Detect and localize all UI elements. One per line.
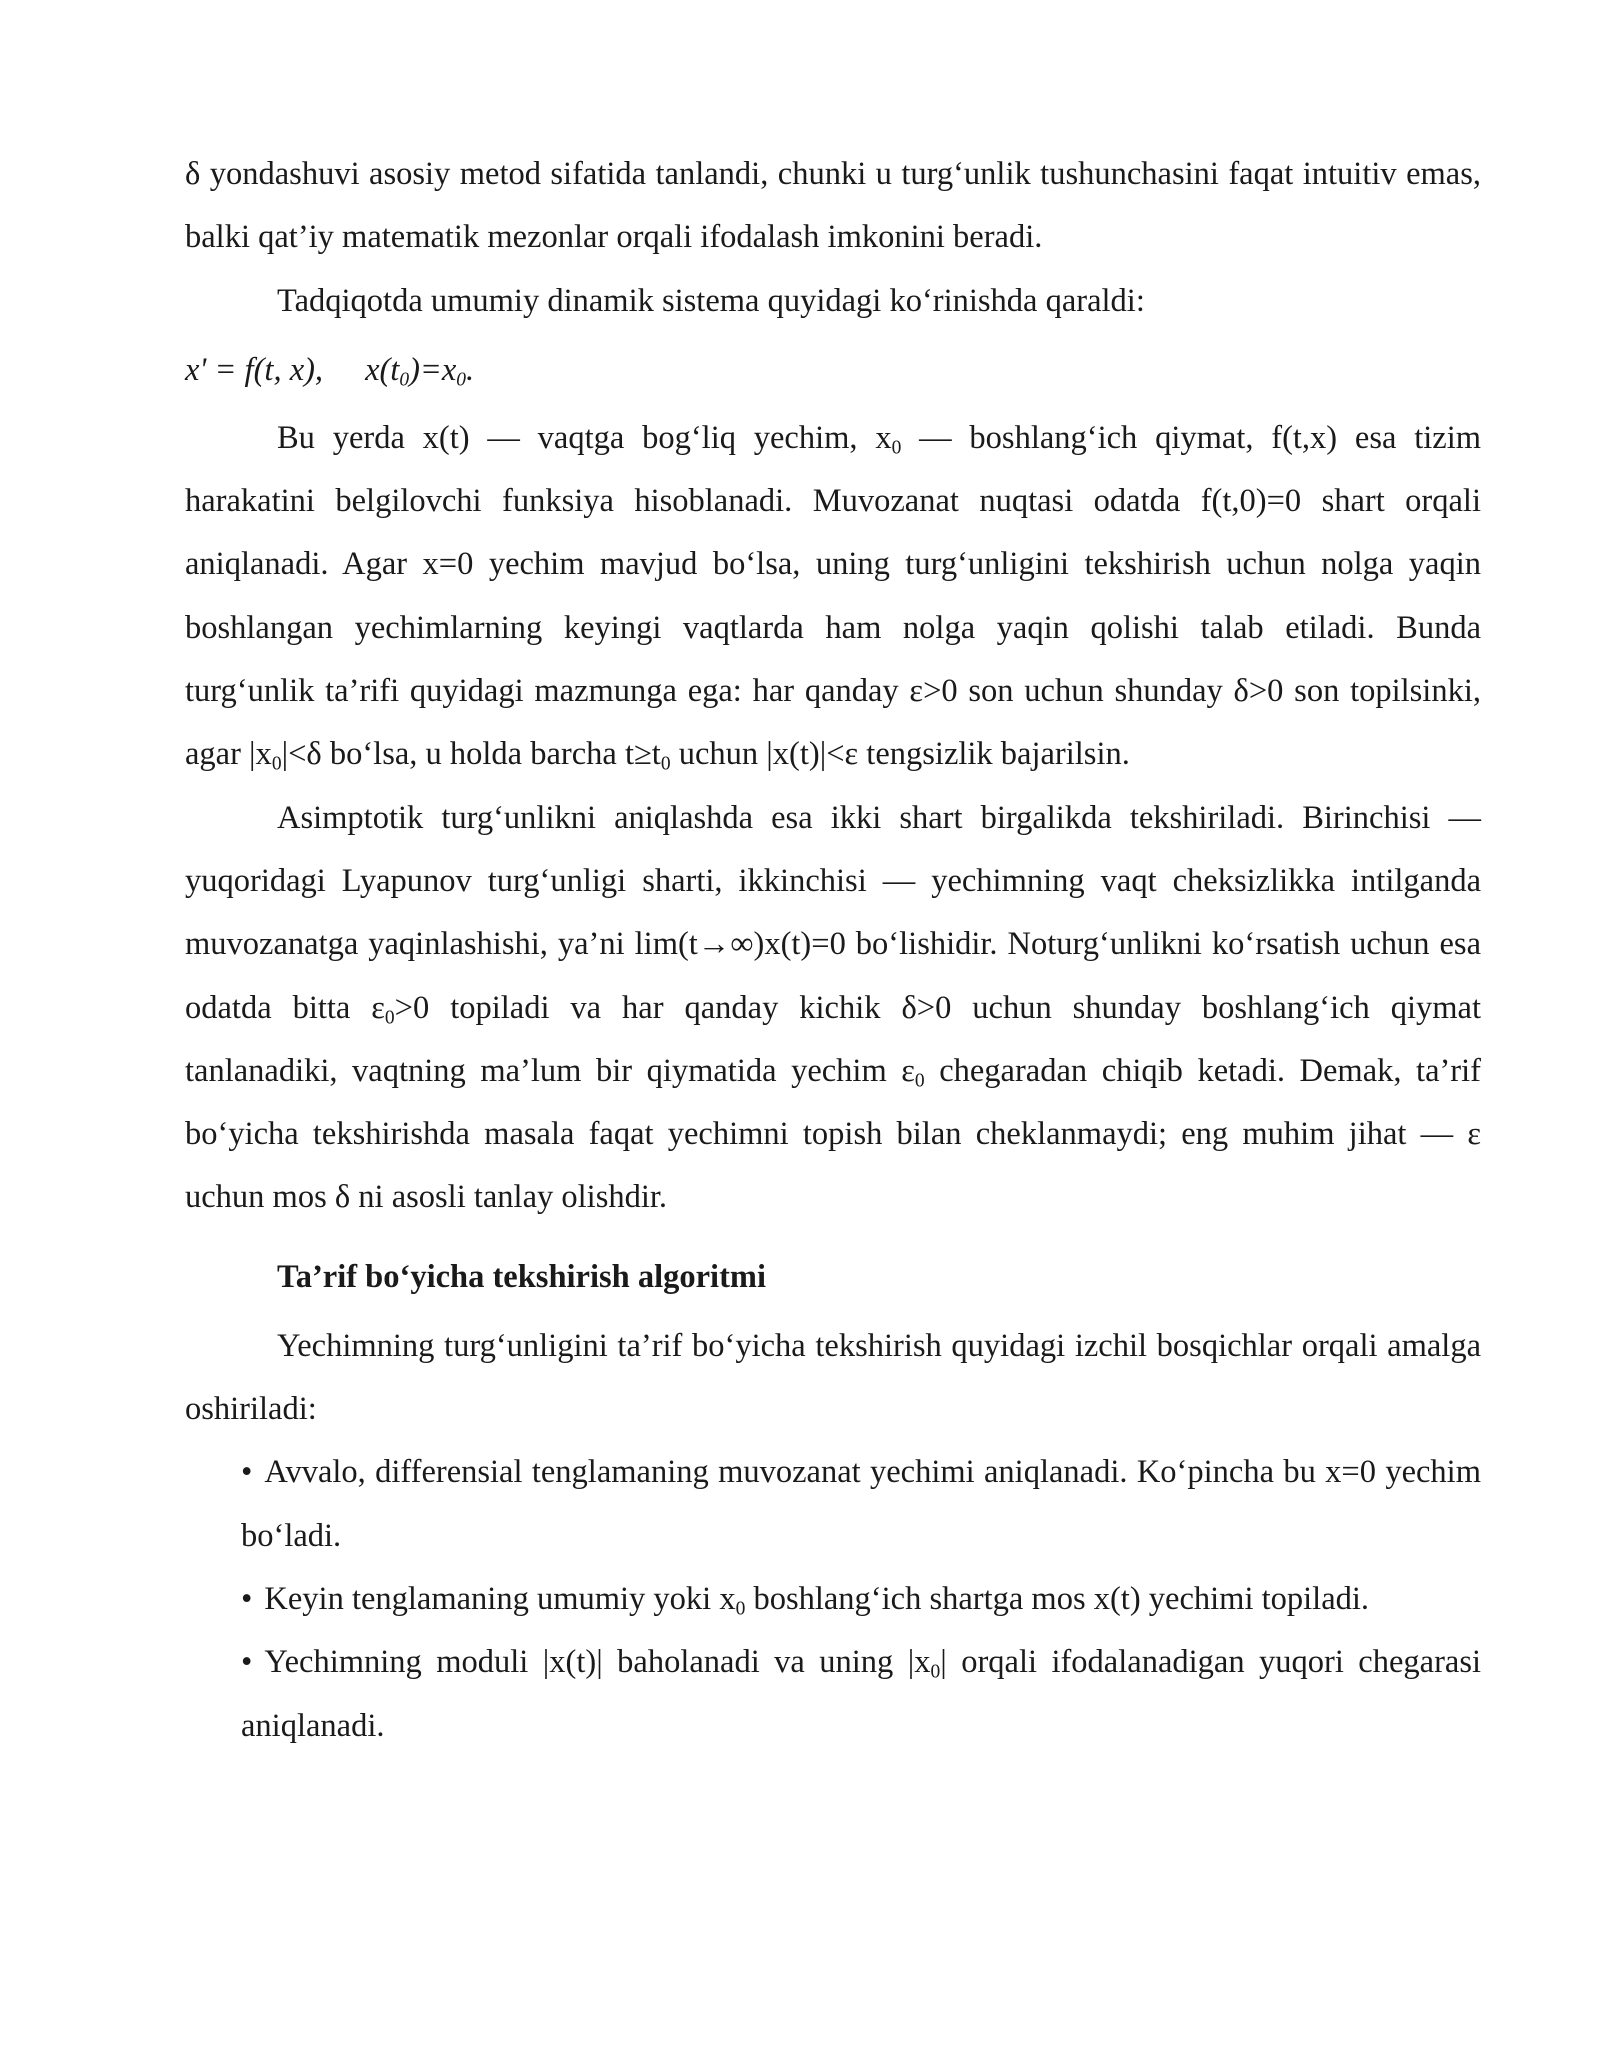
section-heading: Ta’rif bo‘yicha tekshirish algoritmi [277, 1258, 767, 1295]
system-formula [185, 333, 1481, 407]
paragraph-algorithm-intro: Yechimning turg‘unligini ta’rif bo‘yicha tekshirish quyidagi izchil bosqichlar orqali amalga oshiriladi: [185, 1327, 1481, 1428]
formula-initial-condition: $x(t_0)=x_0$. [365, 351, 475, 391]
list-item: • Yechimning moduli |x(t)| baholanadi va uning $|x_0|$ orqali ifodalanadigan yuqori chegarasi aniqlanadi. [241, 1644, 1481, 1744]
bullet-icon: • [241, 1580, 253, 1617]
list-item: • Avvalo, differensial tenglamaning muvozanat yechimi aniqlanadi. Ko‘pincha bu x=0 yechim bo‘ladi. [241, 1454, 1481, 1554]
bullet-icon: • [241, 1644, 253, 1681]
document-page [185, 143, 1481, 1758]
formula-equation: x' = f(t, x), [185, 351, 324, 388]
paragraph-asymptotic: Asimptotik turg‘unlikni aniqlashda esa ikki shart birgalikda tekshiriladi. Birinchisi — yuqoridagi Lyapunov turg‘unligi sharti, ikkinchisi — yechimning vaqt cheksizlikka intilganda muvozanatga yaqinlashishi, ya’ni lim(t→∞)x(t)=0 bo‘lishidir. Noturg‘unlikni ko‘rsatish uchun esa odatda bitta $\varepsilon_0>0$ topiladi va har qanday kichik δ>0 uchun shunday boshlang‘ich qiymat tanlanadiki, vaqtning ma’lum bir qiymatida yechim $\varepsilon_0$ chegaradan chiqib ketadi. Demak, ta’rif bo‘yicha tekshirishda masala faqat yechimni topish bilan cheklanmaydi; eng muhim jihat — ε uchun mos δ ni asosli tanlay olishdir. [185, 799, 1481, 1216]
paragraph-system-intro: Tadqiqotda umumiy dinamik sistema quyidagi ko‘rinishda qaraldi: [277, 282, 1145, 319]
paragraph-intro: δ yondashuvi asosiy metod sifatida tanlandi, chunki u turg‘unlik tushunchasini faqat intuitiv emas, balki qat’iy matematik mezonlar orqali ifodalash imkonini beradi. [185, 156, 1481, 256]
list-item: • Keyin tenglamaning umumiy yoki $x_0$ boshlang‘ich shartga mos x(t) yechimi topiladi. [241, 1580, 1370, 1620]
paragraph-definitions: Bu yerda x(t) — vaqtga bog‘liq yechim, $x_0$ — boshlang‘ich qiymat, f(t,x) esa tizim harakatini belgilovchi funksiya hisoblanadi. Muvozanat nuqtasi odatda f(t,0)=0 shart orqali aniqlanadi. Agar x=0 yechim mavjud bo‘lsa, uning turg‘unligini tekshirish uchun nolga yaqin boshlangan yechimlarning keyingi vaqtlarda ham nolga yaqin qolishi talab etiladi. Bunda turg‘unlik ta’rifi quyidagi mazmunga ega: har qanday ε>0 son uchun shunday δ>0 son topilsinki, agar $|x_0|<\delta$ bo‘lsa, u holda barcha $t\ge t_0$ uchun |x(t)|<ε tengsizlik bajarilsin. [185, 419, 1481, 775]
bullet-icon: • [241, 1454, 253, 1491]
